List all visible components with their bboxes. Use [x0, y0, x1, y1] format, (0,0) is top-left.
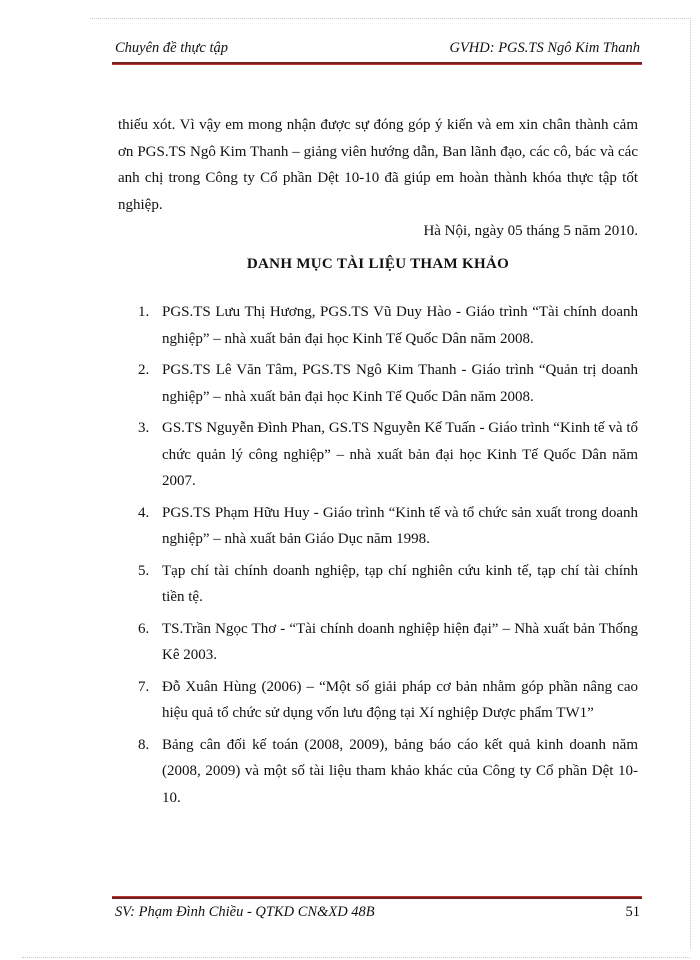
- reference-number: 6.: [138, 620, 150, 637]
- reference-item: [118, 558, 638, 611]
- reference-number: 4.: [138, 504, 150, 521]
- reference-text: PGS.TS Lê Văn Tâm, PGS.TS Ngô Kim Thanh - Giáo trình “Quản trị doanh nghiệp” – nhà xuất bản đại học Kinh Tế Quốc Dân năm 2008.: [162, 362, 638, 405]
- reference-number: 3.: [138, 420, 150, 436]
- reference-item: [118, 674, 638, 727]
- page-header: [115, 40, 640, 60]
- reference-number: 5.: [138, 562, 150, 579]
- reference-number: 1.: [138, 304, 150, 320]
- reference-text: Tạp chí tài chính doanh nghiệp, tạp chí nghiên cứu kinh tế, tạp chí tài chính tiền tệ.: [162, 562, 638, 605]
- reference-text: Bảng cân đối kế toán (2008, 2009), bảng báo cáo kết quả kinh doanh năm (2008, 2009) và một số tài liệu tham khảo khác của Công ty Cổ phần Dệt 10-10.: [162, 736, 638, 806]
- footer-rule: [112, 896, 642, 899]
- reference-item: [118, 357, 638, 410]
- reference-text: GS.TS Nguyễn Đình Phan, GS.TS Nguyễn Kế Tuấn - Giáo trình “Kinh tế và tổ chức quản lý công nghiệp” – nhà xuất bản đại học Kinh Tế Quốc Dân năm 2007.: [162, 420, 638, 489]
- reference-number: 7.: [138, 678, 150, 695]
- reference-text: Đỗ Xuân Hùng (2006) – “Một số giải pháp cơ bản nhằm góp phần nâng cao hiệu quả tổ chức sử dụng vốn lưu động tại Xí nghiệp Dược phẩm TW1”: [162, 678, 638, 721]
- header-rule: [112, 62, 642, 65]
- references-list: [118, 299, 638, 811]
- place-date-line: Hà Nội, ngày 05 tháng 5 năm 2010.: [423, 223, 638, 239]
- header-right-text: GVHD: PGS.TS Ngô Kim Thanh: [449, 40, 640, 56]
- references-title: DANH MỤC TÀI LIỆU THAM KHẢO: [246, 255, 510, 272]
- reference-item: [118, 299, 638, 352]
- reference-number: 8.: [138, 736, 150, 753]
- reference-item: [118, 415, 638, 495]
- reference-item: [118, 616, 638, 669]
- reference-text: PGS.TS Phạm Hữu Huy - Giáo trình “Kinh tế và tổ chức sản xuất trong doanh nghiệp” – nhà xuất bản Giáo Dục năm 1998.: [162, 504, 638, 547]
- page-bottom-edge: [22, 957, 690, 958]
- page-number: 51: [625, 904, 640, 920]
- header-left-text: Chuyên đề thực tập: [115, 40, 229, 56]
- reference-item: [118, 500, 638, 553]
- reference-item: [118, 732, 638, 812]
- reference-text: PGS.TS Lưu Thị Hương, PGS.TS Vũ Duy Hào - Giáo trình “Tài chính doanh nghiệp” – nhà xuất bản đại học Kinh Tế Quốc Dân năm 2008.: [162, 304, 638, 347]
- page-body: [118, 112, 638, 816]
- reference-text: TS.Trần Ngọc Thơ - “Tài chính doanh nghiệp hiện đại” – Nhà xuất bản Thống Kê 2003.: [162, 620, 638, 663]
- page-footer: [115, 904, 640, 924]
- footer-student-info: SV: Phạm Đình Chiều - QTKD CN&XD 48B: [115, 904, 375, 920]
- reference-number: 2.: [138, 362, 150, 378]
- closing-paragraph: thiếu xót. Vì vậy em mong nhận được sự đóng góp ý kiến và em xin chân thành cảm ơn PGS.TS Ngô Kim Thanh – giảng viên hướng dẫn, Ban lãnh đạo, các cô, bác và các anh chị trong Công ty Cổ phần Dệt 10-10 đã giúp em hoàn thành khóa thực tập tốt nghiệp.: [118, 117, 638, 213]
